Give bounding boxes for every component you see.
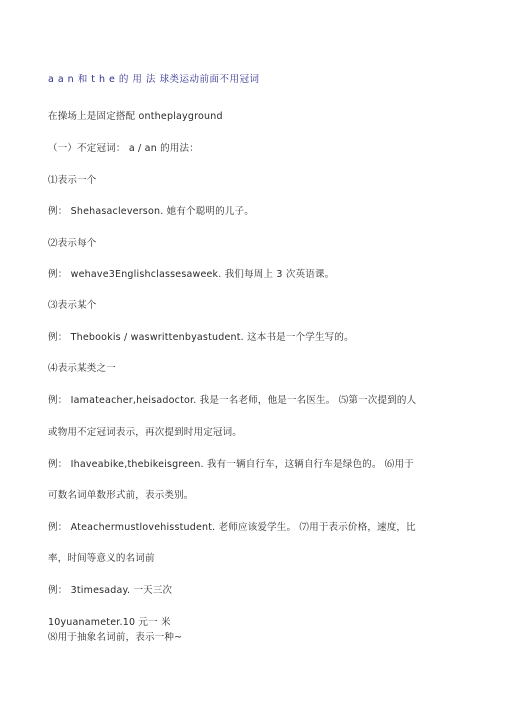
text-line: 率，时间等意义的名词前 [48,553,155,564]
text-line: 或物用不定冠词表示，再次提到时用定冠词。 [48,427,243,438]
example-line: 例： Ihaveabike,thebikeisgreen. 我有一辆自行车，这辆自行车是绿色的。 ⑹用于 [48,459,414,470]
example-line: 例： Ateachermustlovehisstudent. 老师应该爱学生。 ⑺用于表示价格，速度，比 [48,522,416,533]
example-line: 例： wehave3Englishclassesaweek. 我们每周上 3 次英语课。 [48,269,335,280]
list-item-heading: ⑶表示某个 [48,300,97,311]
text-line: 可数名词单数形式前，表示类别。 [48,490,194,501]
example-line: 例： 3timesaday. 一天三次 [48,585,173,596]
example-line: 例： Thebookis / waswrittenbyastudent. 这本书是一个学生写的。 [48,332,354,343]
example-line: 例： Iamateacher,heisadoctor. 我是一名老师，他是一名医生。 ⑸第一次提到的人 [48,395,417,406]
title-line: a a n 和 t h e 的 用 法 球类运动前面不用冠词 [48,74,260,85]
list-item-heading: ⑻用于抽象名词前，表示一种~ [48,632,183,643]
text-line: 在操场上是固定搭配 ontheplayground [48,111,223,122]
list-item-heading: ⑵表示每个 [48,238,97,249]
example-line: 10yuanameter.10 元一 米 [48,617,171,628]
example-line: 例： Shehasacleverson. 她有个聪明的儿子。 [48,206,254,217]
list-item-heading: ⑴表示一个 [48,175,97,186]
list-item-heading: ⑷表示某类之一 [48,363,116,374]
section-heading: （一）不定冠词： a / an 的用法： [48,143,199,154]
